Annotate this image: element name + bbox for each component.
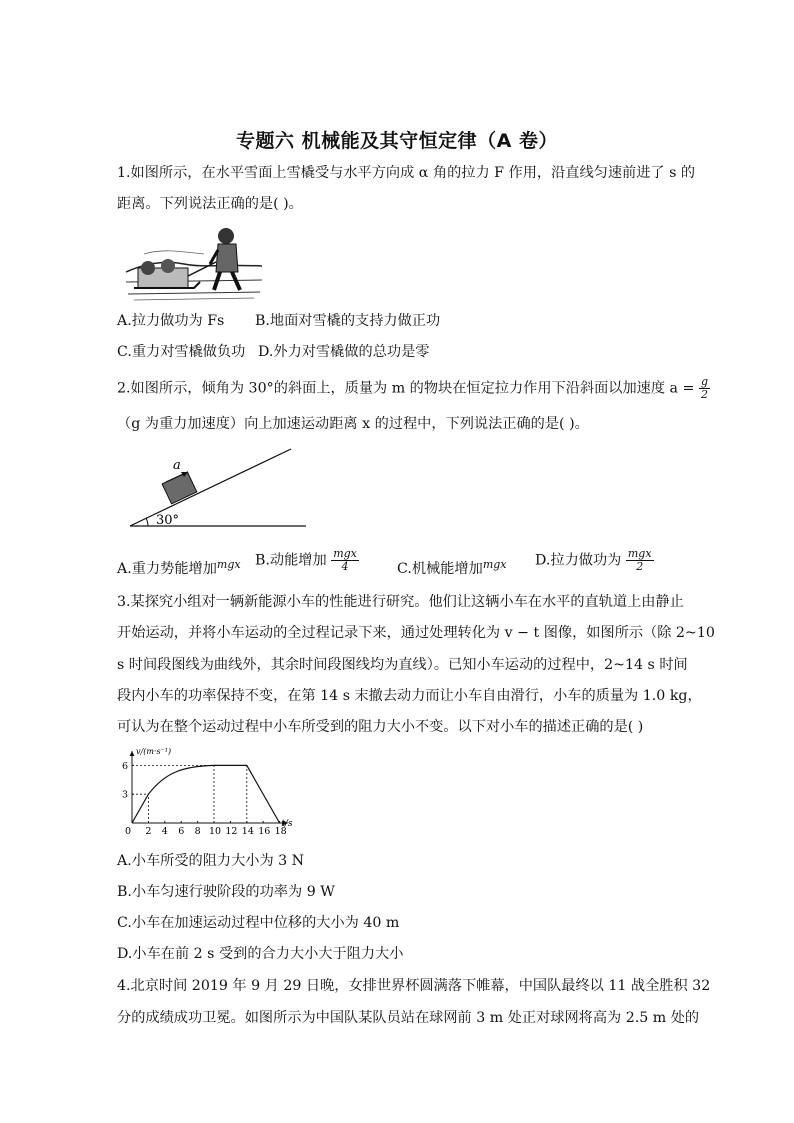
q2-option-d-text: D.拉力做功为 (535, 552, 622, 569)
q3-line4: 段内小车的功率保持不变，在第 14 s 末撤去动力而让小车自由滑行，小车的质量为 1.0 kg， (117, 688, 702, 704)
q2-option-b (255, 548, 359, 573)
y-axis-label: v/(m·s⁻¹) (136, 747, 172, 756)
sled-illustration (124, 224, 264, 304)
q4-line2: 分的成绩成功卫冕。如图所示为中国队某队员站在球网前 3 m 处正对球网将高为 2.5 m 处的 (117, 1010, 700, 1026)
q2-option-d-fraction (626, 548, 654, 573)
q2-option-a-expr: mgx (216, 558, 241, 571)
q2-option-b-fraction (331, 548, 359, 573)
q3-line1: 3.某探究小组对一辆新能源小车的性能进行研究。他们让这辆小车在水平的直轨道上由静止 (117, 594, 684, 610)
q2-line1-text: 2.如图所示，倾角为 30°的斜面上，质量为 m 的物块在恒定拉力作用下沿斜面以加速度 a = (117, 380, 695, 397)
q4-line1: 4.北京时间 2019 年 9 月 29 日晚，女排世界杯圆满落下帷幕，中国队最终以 11 战全胜积 32 (117, 978, 711, 994)
series-line (132, 765, 280, 823)
q2-line1 (117, 376, 710, 401)
q3-line5: 可认为在整个运动过程中小车所受到的阻力大小不变。以下对小车的描述正确的是( ) (117, 719, 644, 735)
q2-option-b-den: 4 (341, 560, 349, 573)
q2-accel-num: g (700, 375, 708, 388)
q2-option-d-num: mgx (627, 547, 652, 560)
x-tick-label: 18 (274, 826, 287, 835)
y-axis-arrow (130, 751, 135, 756)
q2-line2: （g 为重力加速度）向上加速运动距离 x 的过程中，下列说法正确的是( )。 (117, 416, 589, 432)
x-tick-label: 8 (194, 826, 201, 835)
q3-line2: 开始运动，并将小车运动的全过程记录下来，通过处理转化为 v − t 图像，如图所示（除 2~10 (117, 625, 715, 641)
q2-option-b-num: mgx (333, 547, 357, 560)
x-tick-label: 12 (225, 826, 238, 835)
q3-option-d: D.小车在前 2 s 受到的合力大小大于阻力大小 (117, 946, 404, 962)
q2-option-a (117, 555, 241, 579)
q2-option-a-text: A.重力势能增加 (117, 561, 217, 577)
q3-option-b: B.小车匀速行驶阶段的功率为 9 W (117, 884, 335, 900)
x-tick-label: 16 (258, 826, 271, 835)
incline-diagram (126, 444, 311, 534)
x-tick-label: 6 (178, 826, 185, 835)
q2-accel-fraction (699, 376, 710, 401)
q3-line3: s 时间段图线为曲线外，其余时间段图线均为直线）。已知小车运动的过程中，2~14 s 时间 (117, 657, 688, 673)
q1-line2: 距离。下列说法正确的是( )。 (117, 196, 303, 212)
q1-option-d: D.外力对雪橇做的总功是零 (258, 344, 430, 360)
q2-accel-den: 2 (700, 388, 708, 401)
incline-angle-label: 30° (156, 513, 180, 528)
q3-option-c: C.小车在加速运动过程中位移的大小为 40 m (117, 915, 400, 931)
q2-option-c-expr: mgx (482, 558, 507, 571)
q2-option-d (535, 548, 654, 573)
q1-line1: 1.如图所示，在水平雪面上雪橇受与水平方向成 α 角的拉力 F 作用，沿直线匀速前进了 s 的 (117, 165, 696, 181)
q1-option-b: B.地面对雪橇的支持力做正功 (255, 313, 441, 329)
x-tick-label: 2 (145, 826, 152, 835)
vt-chart (114, 745, 314, 835)
q3-option-a: A.小车所受的阻力大小为 3 N (117, 853, 305, 869)
accel-label: a (173, 458, 181, 473)
block (162, 472, 197, 504)
q2-option-b-text: B.动能增加 (255, 552, 327, 569)
q1-option-a: A.拉力做功为 Fs (117, 313, 225, 329)
y-tick-label: 6 (122, 760, 129, 772)
x-tick-label: 14 (241, 826, 254, 835)
q2-option-c (397, 555, 507, 579)
y-tick-label: 3 (122, 789, 129, 801)
q2-option-d-den: 2 (636, 560, 644, 573)
q2-option-c-text: C.机械能增加 (397, 561, 483, 577)
x-tick-label: 4 (161, 826, 168, 835)
page-title: 专题六 机械能及其守恒定律（A 卷） (236, 130, 558, 152)
q1-option-c: C.重力对雪橇做负功 (117, 344, 246, 360)
x-tick-label: 0 (125, 826, 132, 835)
x-axis-label: t/s (281, 819, 293, 829)
x-tick-label: 10 (209, 826, 222, 835)
